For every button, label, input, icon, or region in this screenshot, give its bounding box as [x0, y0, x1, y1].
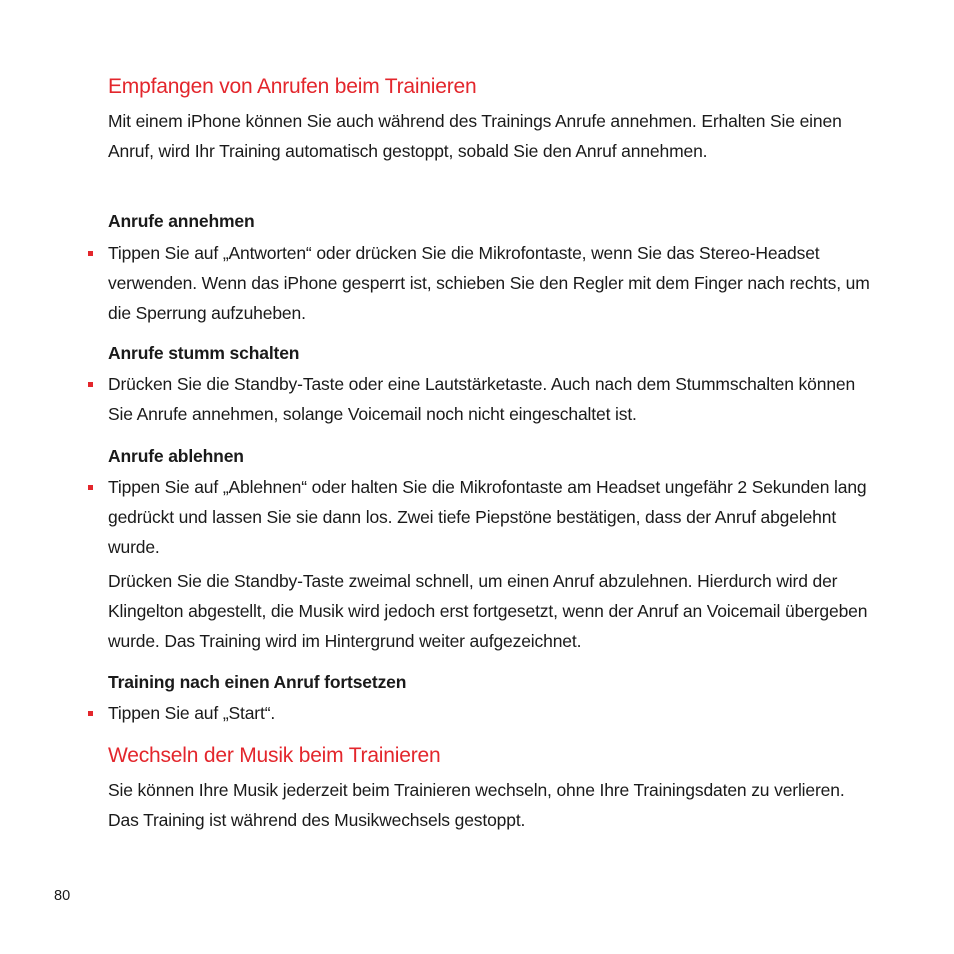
bullet-marker-icon: [88, 251, 93, 256]
subheading-answer-calls: Anrufe annehmen: [108, 211, 255, 231]
bullet-marker-icon: [88, 711, 93, 716]
bullet-marker-icon: [88, 382, 93, 387]
bullet-marker-icon: [88, 485, 93, 490]
section-intro-receiving-calls: Mit einem iPhone können Sie auch während des Trainings Anrufe annehmen. Erhalten Sie einen Anruf, wird Ihr Training automatisch gestoppt, sobald Sie den Anruf annehmen.: [108, 111, 842, 161]
instruction-answer-calls: Tippen Sie auf „Antworten“ oder drücken Sie die Mikrofontaste, wenn Sie das Stereo-Headset verwenden. Wenn das iPhone gesperrt ist, schieben Sie den Regler mit dem Finger nach rechts, um die Sperrung aufzuheben.: [108, 243, 870, 323]
note-decline-calls: Drücken Sie die Standby-Taste zweimal schnell, um einen Anruf abzulehnen. Hierdurch wird der Klingelton abgestellt, die Musik wird jedoch erst fortgesetzt, wenn der Anruf an Voicemail übergeben wurde. Das Training wird im Hintergrund weiter aufgezeichnet.: [108, 571, 868, 651]
subheading-resume-training: Training nach einen Anruf fortsetzen: [108, 672, 407, 692]
instruction-resume-training: Tippen Sie auf „Start“.: [108, 703, 276, 723]
subheading-decline-calls: Anrufe ablehnen: [108, 446, 244, 466]
instruction-decline-calls: Tippen Sie auf „Ablehnen“ oder halten Sie die Mikrofontaste am Headset ungefähr 2 Sekunden lang gedrückt und lassen Sie sie dann los. Zwei tiefe Piepstöne bestätigen, dass der Anruf abgelehnt wurde.: [108, 477, 867, 557]
page-number: 80: [54, 888, 71, 904]
section-title-receiving-calls: Empfangen von Anrufen beim Trainieren: [108, 75, 477, 98]
subheading-mute-calls: Anrufe stumm schalten: [108, 343, 300, 363]
instruction-mute-calls: Drücken Sie die Standby-Taste oder eine Lautstärketaste. Auch nach dem Stummschalten können Sie Anrufe annehmen, solange Voicemail noch nicht eingeschaltet ist.: [108, 374, 856, 424]
section-intro-changing-music: Sie können Ihre Musik jederzeit beim Trainieren wechseln, ohne Ihre Trainingsdaten zu verlieren. Das Training ist während des Musikwechsels gestoppt.: [108, 780, 845, 830]
section-title-changing-music: Wechseln der Musik beim Trainieren: [108, 744, 441, 767]
